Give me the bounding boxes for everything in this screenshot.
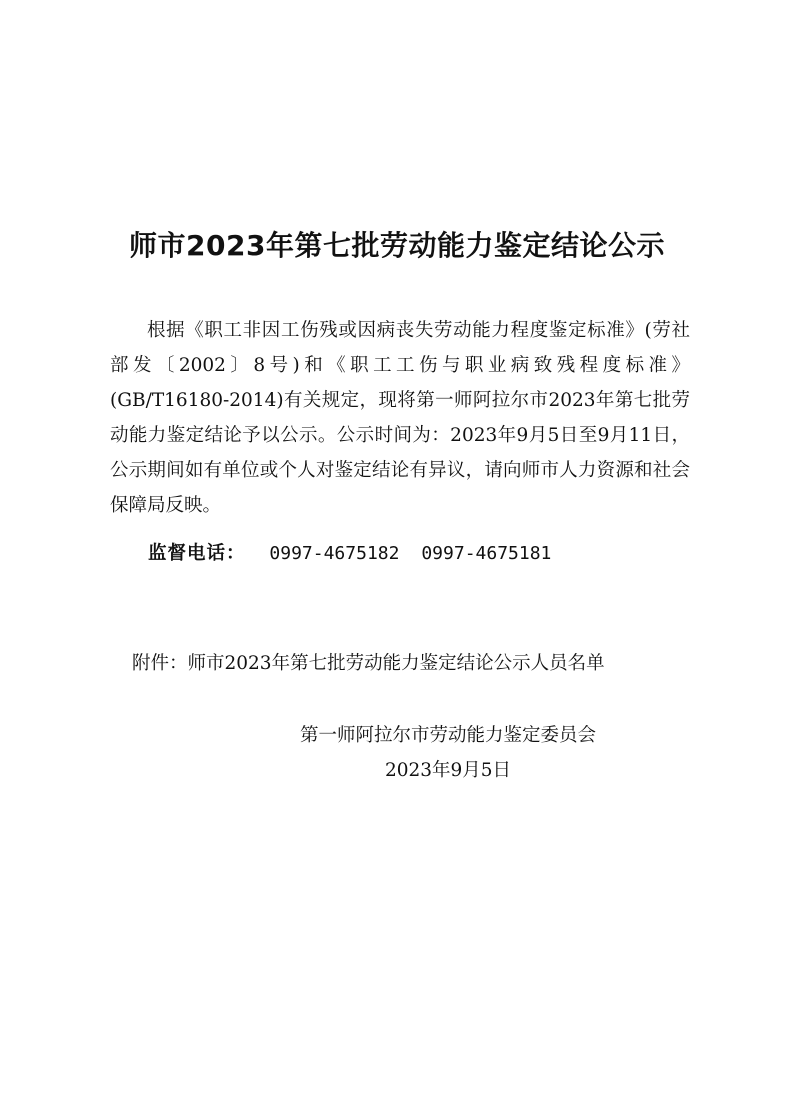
body-paragraph: 根据《职工非因工伤残或因病丧失劳动能力程度鉴定标准》(劳社部发〔2002〕8号)和《职工工伤与职业病致残程度标准》(GB/T16180-2014)有关规定，现将第一师阿拉尔市2023年第七批劳动能力鉴定结论予以公示。公示时间为：2023年9月5日至9月11日，公示期间如有单位或个人对鉴定结论有异议，请向师市人力资源和社会保障局反映。 [110,320,690,516]
signature-date: 2023年9月5日 [384,760,512,781]
attachment-note: 附件：师市2023年第七批劳动能力鉴定结论公示人员名单 [132,653,605,674]
hotline-phone-2: 0997-4675181 [421,543,552,564]
signature-organization: 第一师阿拉尔市劳动能力鉴定委员会 [299,725,596,746]
document-title: 师市2023年第七批劳动能力鉴定结论公示 [129,229,665,262]
hotline-phone-1: 0997-4675182 [269,543,400,564]
hotline-label: 监督电话： [148,543,246,564]
body-text [110,313,690,523]
signature-block [258,718,638,788]
supervision-hotline [148,536,567,571]
